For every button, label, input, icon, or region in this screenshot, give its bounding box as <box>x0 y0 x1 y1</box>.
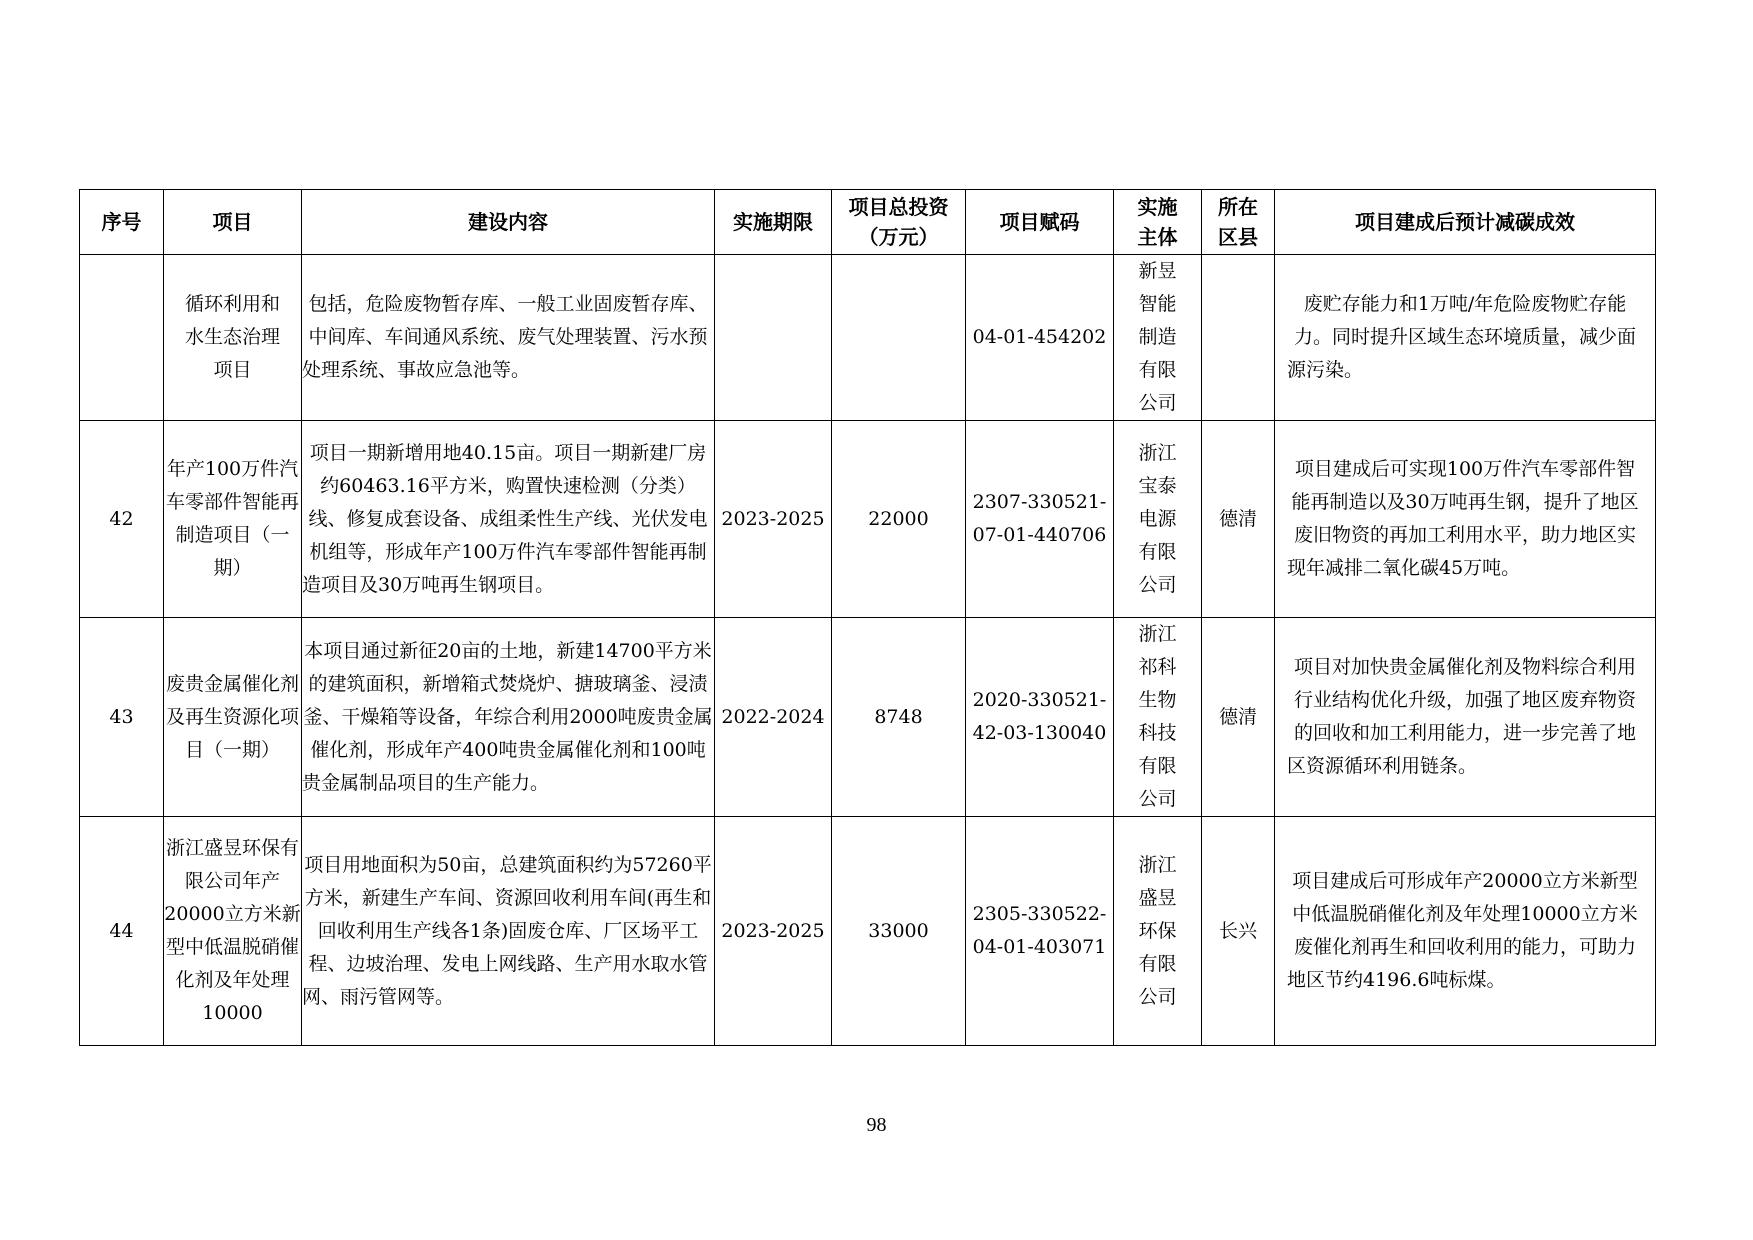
cell-no <box>80 255 164 421</box>
cell-investment: 33000 <box>832 817 966 1046</box>
cell-county: 德清 <box>1202 421 1275 618</box>
cell-investment: 22000 <box>832 421 966 618</box>
table-row <box>80 817 1656 1046</box>
table-header-row <box>80 190 1656 255</box>
table-row <box>80 421 1656 618</box>
header-county: 所在 区县 <box>1202 190 1275 255</box>
table-row <box>80 618 1656 817</box>
header-period: 实施期限 <box>715 190 832 255</box>
cell-entity: 浙江 宝泰 电源 有限 公司 <box>1114 421 1202 618</box>
cell-no: 43 <box>80 618 164 817</box>
cell-entity: 浙江 祁科 生物 科技 有限 公司 <box>1114 618 1202 817</box>
cell-period: 2022-2024 <box>715 618 832 817</box>
cell-effect: 项目对加快贵金属催化剂及物料综合利用行业结构优化升级，加强了地区废弃物资的回收和加工利用能力，进一步完善了地区资源循环利用链条。 <box>1275 618 1656 817</box>
cell-county: 长兴 <box>1202 817 1275 1046</box>
cell-county: 德清 <box>1202 618 1275 817</box>
cell-no: 44 <box>80 817 164 1046</box>
project-table <box>79 189 1656 1046</box>
cell-county <box>1202 255 1275 421</box>
header-entity: 实施 主体 <box>1114 190 1202 255</box>
header-effect: 项目建成后预计减碳成效 <box>1275 190 1656 255</box>
cell-code: 2305-330522- 04-01-403071 <box>966 817 1114 1046</box>
header-investment: 项目总投资 （万元） <box>832 190 966 255</box>
cell-content: 本项目通过新征20亩的土地，新建14700平方米的建筑面积，新增箱式焚烧炉、搪玻璃釜、浸渍釜、干燥箱等设备，年综合利用2000吨废贵金属催化剂，形成年产400吨贵金属催化剂和100吨贵金属制品项目的生产能力。 <box>302 618 715 817</box>
page-number: 98 <box>866 1114 887 1136</box>
table-row <box>80 255 1656 421</box>
cell-code: 04-01-454202 <box>966 255 1114 421</box>
cell-entity: 新昱 智能 制造 有限 公司 <box>1114 255 1202 421</box>
header-project: 项目 <box>164 190 302 255</box>
header-code: 项目赋码 <box>966 190 1114 255</box>
cell-no: 42 <box>80 421 164 618</box>
cell-period: 2023-2025 <box>715 421 832 618</box>
cell-effect: 废贮存能力和1万吨/年危险废物贮存能力。同时提升区域生态环境质量，减少面源污染。 <box>1275 255 1656 421</box>
cell-period <box>715 255 832 421</box>
cell-content: 项目一期新增用地40.15亩。项目一期新建厂房约60463.16平方米，购置快速检测（分类）线、修复成套设备、成组柔性生产线、光伏发电机组等，形成年产100万件汽车零部件智能再制造项目及30万吨再生钢项目。 <box>302 421 715 618</box>
cell-content: 包括，危险废物暂存库、一般工业固废暂存库、中间库、车间通风系统、废气处理装置、污水预处理系统、事故应急池等。 <box>302 255 715 421</box>
cell-project: 浙江盛昱环保有限公司年产20000立方米新型中低温脱硝催化剂及年处理10000 <box>164 817 302 1046</box>
cell-effect: 项目建成后可实现100万件汽车零部件智能再制造以及30万吨再生钢，提升了地区废旧物资的再加工利用水平，助力地区实现年减排二氧化碳45万吨。 <box>1275 421 1656 618</box>
cell-project: 废贵金属催化剂及再生资源化项目（一期） <box>164 618 302 817</box>
cell-code: 2020-330521- 42-03-130040 <box>966 618 1114 817</box>
cell-project: 年产100万件汽车零部件智能再制造项目（一期） <box>164 421 302 618</box>
header-no: 序号 <box>80 190 164 255</box>
cell-investment: 8748 <box>832 618 966 817</box>
cell-investment <box>832 255 966 421</box>
cell-period: 2023-2025 <box>715 817 832 1046</box>
cell-project: 循环利用和 水生态治理 项目 <box>164 255 302 421</box>
header-content: 建设内容 <box>302 190 715 255</box>
cell-code: 2307-330521- 07-01-440706 <box>966 421 1114 618</box>
cell-effect: 项目建成后可形成年产20000立方米新型中低温脱硝催化剂及年处理10000立方米废催化剂再生和回收利用的能力，可助力地区节约4196.6吨标煤。 <box>1275 817 1656 1046</box>
cell-entity: 浙江 盛昱 环保 有限 公司 <box>1114 817 1202 1046</box>
cell-content: 项目用地面积为50亩，总建筑面积约为57260平方米，新建生产车间、资源回收利用车间(再生和回收利用生产线各1条)固废仓库、厂区场平工程、边坡治理、发电上网线路、生产用水取水管网、雨污管网等。 <box>302 817 715 1046</box>
